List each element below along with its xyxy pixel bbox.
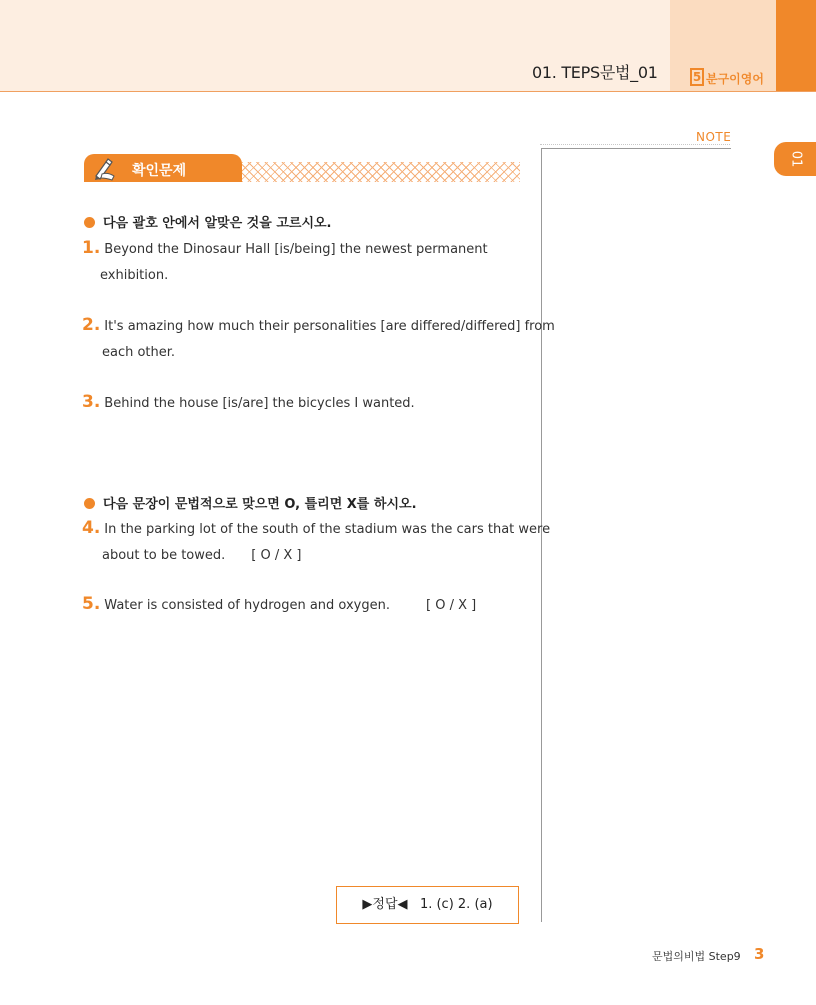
note-divider (540, 144, 730, 145)
brand-logo (690, 64, 766, 90)
question-number: 3. (82, 392, 101, 412)
chapter-tab-label: 01 (787, 150, 803, 168)
page-title: 01. TEPS문법_01 (532, 63, 658, 82)
logo-number: 5 (690, 68, 704, 86)
question-number: 5. (82, 594, 101, 614)
question-number: 4. (82, 518, 101, 538)
pencil-hand-icon (92, 156, 118, 182)
question-2 (82, 312, 555, 366)
answer-label: ▶정답◀ (362, 897, 408, 912)
question-text: Water is consisted of hydrogen and oxygen. (104, 598, 390, 613)
question-4 (82, 515, 550, 569)
question-text: It's amazing how much their personalities [are differed/differed] from (104, 319, 555, 334)
question-3 (82, 389, 415, 417)
note-area (541, 148, 731, 922)
answer-values: 1. (c) 2. (a) (419, 897, 493, 912)
ox-choice: [ O / X ] (426, 598, 477, 613)
chapter-tab[interactable] (774, 142, 816, 176)
instruction-1: 다음 괄호 안에서 알맞은 것을 고르시오. (84, 212, 332, 231)
question-text: Beyond the Dinosaur Hall [is/being] the newest permanent (104, 242, 488, 257)
page-number: 3 (754, 945, 765, 963)
footer-book-title: 문법의비법 Step9 (652, 950, 741, 963)
question-text-cont: exhibition. (100, 268, 169, 283)
ox-choice: [ O / X ] (251, 548, 302, 563)
bullet-icon (84, 498, 95, 509)
question-text-cont: about to be towed. [ O / X ] (102, 548, 302, 563)
banner-pattern (242, 162, 520, 182)
answer-box (336, 886, 519, 924)
logo-text: 분구이영어 (706, 72, 764, 86)
instruction-2: 다음 문장이 문법적으로 맞으면 O, 틀리면 X를 하시오. (84, 493, 417, 512)
section-banner (84, 154, 242, 182)
bullet-icon (84, 217, 95, 228)
question-text-cont: each other. (102, 345, 176, 360)
section-title: 확인문제 (132, 163, 187, 179)
header-orange-block (776, 0, 816, 91)
question-number: 1. (82, 238, 101, 258)
question-1 (82, 235, 488, 289)
note-label: NOTE (696, 130, 732, 144)
question-text: In the parking lot of the south of the stadium was the cars that were (104, 522, 551, 537)
question-number: 2. (82, 315, 101, 335)
question-text: Behind the house [is/are] the bicycles I wanted. (104, 396, 415, 411)
question-5 (82, 591, 476, 619)
